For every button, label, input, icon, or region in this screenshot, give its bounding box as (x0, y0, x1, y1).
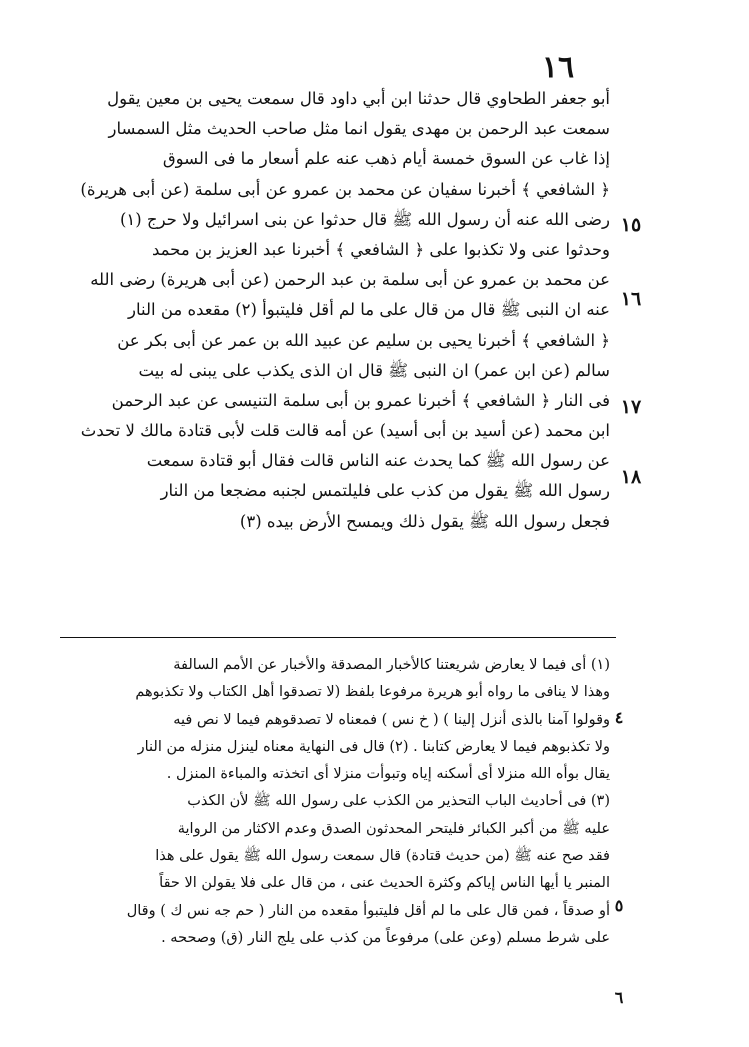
text-line: عن محمد بن عمرو عن أبى سلمة بن عبد الرحمن (عن أبى هريرة) رضى الله (90, 270, 610, 290)
text-line: ﴿ الشافعي ﴾ أخبرنا يحيى بن سليم عن عبيد الله بن عمر عن أبى بكر عن (117, 330, 610, 350)
footnote-line: ولا تكذبوهم فيما لا يعارض كتابنا . (٢) قال فى النهاية معناه لينزل منزله من النار (137, 738, 610, 755)
footnote-line: على شرط مسلم (وعن على) مرفوعاً من كذب على يلج النار (ق) وصححه . (161, 929, 610, 946)
footnote-line: (١) أى فيما لا يعارض شريعتنا كالأخبار المصدقة والأخبار عن الأمم السالفة (173, 657, 610, 673)
footnote-separator (60, 637, 616, 638)
footnote-margin-number: ٥ (614, 896, 624, 915)
text-line: فى النار ﴿ الشافعي ﴾ أخبرنا عمرو بن أبى سلمة التنيسى عن عبد الرحمن (111, 390, 610, 410)
text-line: ﴿ الشافعي ﴾ أخبرنا سفيان عن محمد بن عمرو عن أبى سلمة (عن أبى هريرة) (80, 179, 610, 199)
main-text (70, 84, 610, 537)
text-line: رسول الله ﷺ يقول من كذب على فليلتمس لجنبه مضجعا من النار (160, 481, 610, 501)
footnotes (66, 652, 610, 952)
footnote-line: المنبر يا أيها الناس إياكم وكثرة الحديث عنى ، من قال على فلا يقولن الا حقاً (159, 875, 610, 892)
text-line: عن رسول الله ﷺ كما يحدث عنه الناس قالت فقال أبو قتادة سمعت (146, 451, 610, 471)
footnote-margin-number: ٤ (614, 708, 624, 727)
text-line: رضى الله عنه أن رسول الله ﷺ قال حدثوا عن بنى اسرائيل ولا حرج (١) (119, 209, 610, 229)
text-line: سالم (عن ابن عمر) ان النبى ﷺ قال ان الذى يكذب على يبنى له بيت (138, 360, 610, 380)
hadith-number: ١٥ (620, 214, 642, 236)
hadith-number: ١٧ (620, 396, 642, 418)
footnote-line: يقال بوأه الله منزلا أى أسكنه إياه وتبوأت منزلا أى اتخذته والمباءة المنزل . (166, 766, 610, 783)
text-line: أبو جعفر الطحاوي قال حدثنا ابن أبي داود قال سمعت يحيى بن معين يقول (107, 89, 610, 108)
footnote-line: وقولوا آمنا بالذى أنزل إلينا ) ( خ نس ) فمعناه لا تصدقوهم فيما لا نص فيه (173, 711, 610, 728)
footnote-margin-number: ٦ (614, 988, 624, 1007)
footnote-line: أو صدقاً ، فمن قال على ما لم أقل فليتبوأ مقعده من النار ( حم جه نس ك ) وقال (126, 902, 610, 919)
text-line: إذا غاب عن السوق خمسة أيام ذهب عنه علم أسعار ما فى السوق (162, 149, 610, 169)
text-line: ابن محمد (عن أسيد بن أبى أسيد) عن أمه قالت قلت لأبى قتادة مالك لا تحدث (80, 421, 610, 441)
footnote-line: (٣) فى أحاديث الباب التحذير من الكذب على رسول الله ﷺ لأن الكذب (187, 793, 610, 810)
hadith-number: ١٨ (620, 466, 642, 488)
footnote-line: وهذا لا ينافى ما رواه أبو هريرة مرفوعا بلفظ (لا تصدقوا أهل الكتاب ولا تكذبوهم (135, 684, 610, 701)
hadith-number: ١٦ (620, 288, 642, 310)
text-line: فجعل رسول الله ﷺ يقول ذلك ويمسح الأرض بيده (٣) (239, 511, 610, 531)
footnote-line: عليه ﷺ من أكبر الكبائر فليتحر المحدثون الصدق وعدم الاكثار من الرواية (177, 820, 610, 837)
footnote-line: فقد صح عنه ﷺ (من حديث قتادة) قال سمعت رسول الله ﷺ يقول على هذا (155, 848, 610, 865)
text-line: سمعت عبد الرحمن بن مهدى يقول انما مثل صاحب الحديث مثل السمسار (108, 119, 610, 139)
text-line: وحدثوا عنى ولا تكذبوا على ﴿ الشافعي ﴾ أخبرنا عبد العزيز بن محمد (151, 239, 610, 259)
text-line: عنه ان النبى ﷺ قال من قال على ما لم أقل فليتبوأ (٢) مقعده من النار (128, 300, 610, 320)
page-number: ١٦ (541, 50, 575, 85)
